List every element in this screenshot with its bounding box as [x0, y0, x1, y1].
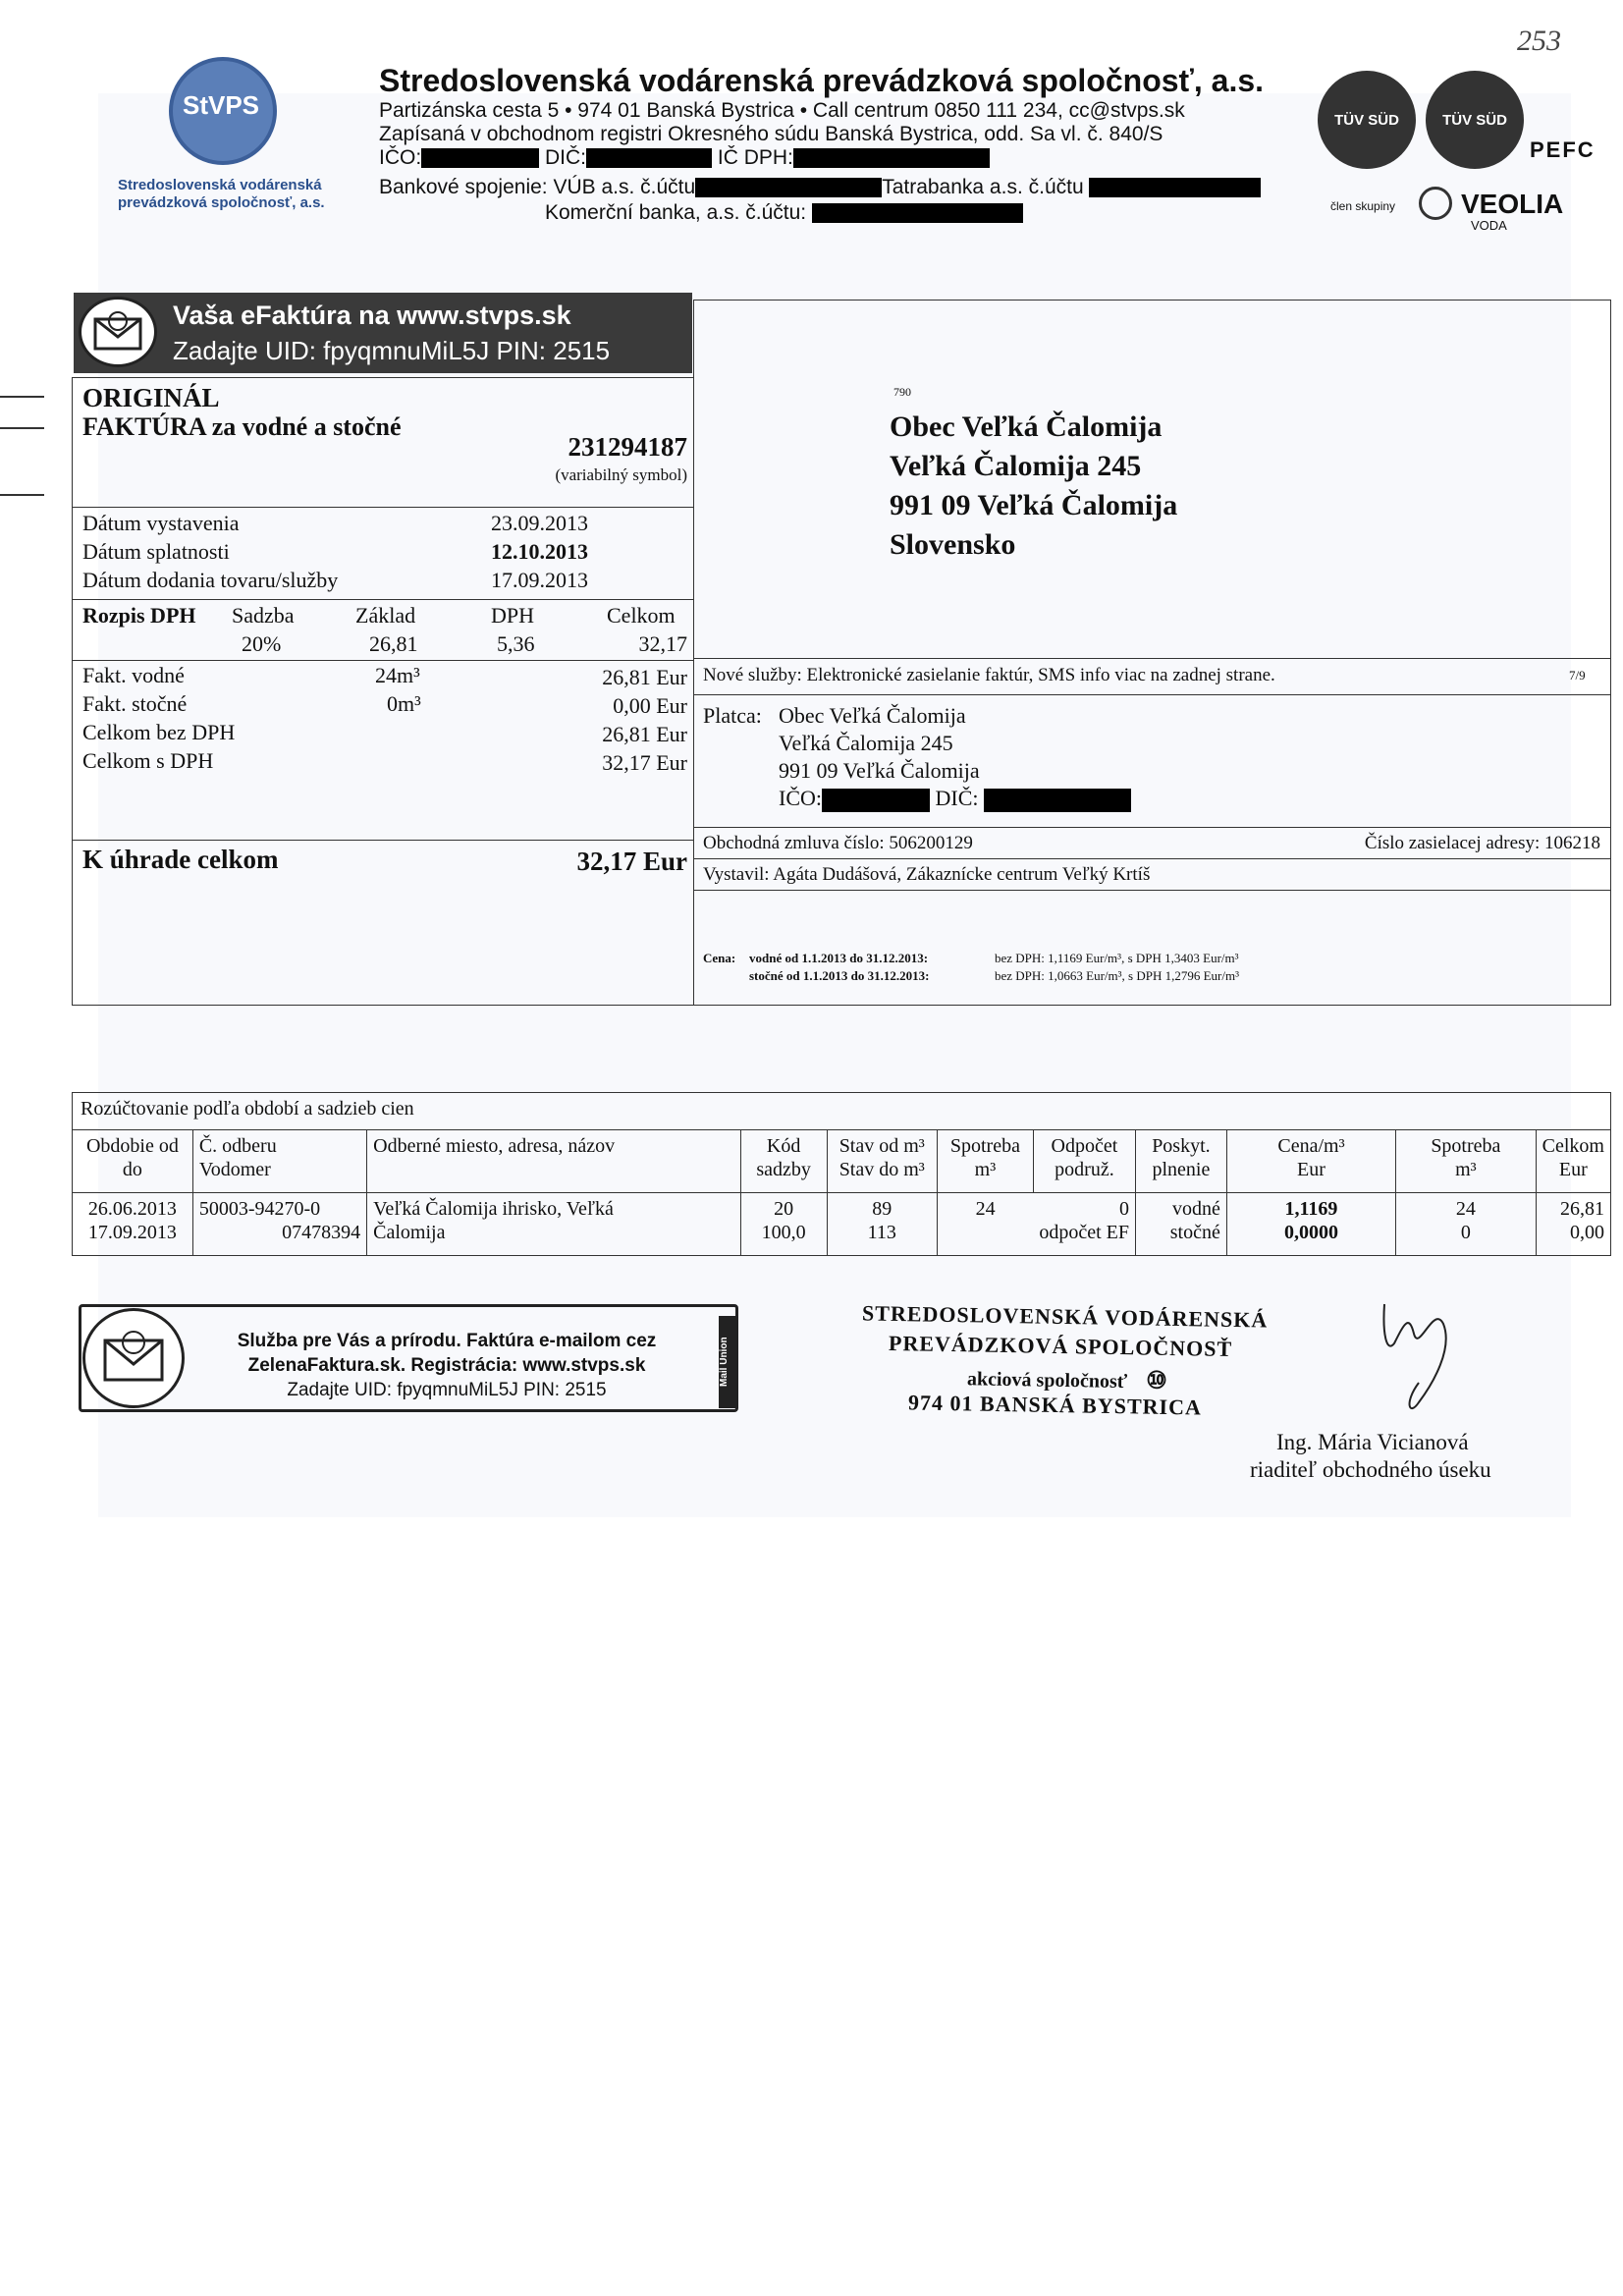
line-gross-amount: 32,17 Eur [602, 750, 687, 775]
stamp-line3-text: akciová spoločnosť [966, 1368, 1128, 1394]
hdr-usage: Spotreba m³ [937, 1130, 1033, 1193]
row-state-from: 89 [872, 1198, 893, 1220]
handwritten-page-number: 253 [1517, 25, 1561, 57]
row-meter [192, 1193, 366, 1256]
stamp-line1: STREDOSLOVENSKÁ VODÁRENSKÁ [861, 1300, 1269, 1333]
billing-section [72, 1092, 1611, 1129]
redacted-icdph [793, 148, 990, 168]
address-number: Číslo zasielacej adresy: 106218 [1364, 833, 1600, 853]
row-service [1136, 1193, 1227, 1256]
recipient-country: Slovensko [890, 528, 1016, 561]
recipient-code: 790 [893, 385, 911, 399]
row-deduct [1033, 1193, 1135, 1256]
divider-contract-top [693, 827, 1611, 828]
original-label: ORIGINÁL [82, 383, 220, 412]
fold-mark-1 [0, 396, 44, 398]
to-pay-label: K úhrade celkom [82, 845, 279, 874]
issued-by: Vystavil: Agáta Dudášová, Zákaznícke centrum Veľký Krtíš [703, 864, 1151, 885]
hdr-meter: Č. odberu Vodomer [192, 1130, 366, 1193]
billing-header-row [73, 1130, 1611, 1193]
row-usage2-1: 24 [1455, 1198, 1476, 1220]
row-code2: 100,0 [761, 1222, 806, 1243]
green-line2: ZelenaFaktura.sk. Registrácia: www.stvps.sk [247, 1355, 646, 1376]
date-due-value: 12.10.2013 [491, 539, 588, 564]
price-sewer-values: bez DPH: 1,0663 Eur/m³, s DPH 1,2796 Eur/m³ [995, 968, 1240, 983]
stvps-logo [169, 57, 277, 165]
date-delivery-label: Dátum dodania tovaru/služby [82, 568, 339, 592]
row-total [1536, 1193, 1610, 1256]
price-label: Cena: [703, 951, 736, 965]
dic-label: DIČ: [545, 146, 587, 169]
line-water-qty: 24m³ [375, 663, 420, 687]
mail-union-tag [719, 1316, 736, 1408]
group-label: člen skupiny [1330, 199, 1396, 213]
payer-dic-label: DIČ: [935, 786, 979, 810]
hdr-deduct: Odpočet podruž. [1033, 1130, 1135, 1193]
redacted-payer-ico [822, 789, 930, 812]
vat-vat-value: 5,36 [497, 631, 535, 656]
row-service2: stočné [1169, 1222, 1220, 1243]
divider-total-top [72, 840, 694, 841]
company-address: Partizánska cesta 5 • 974 01 Banská Bystrica • Call centrum 0850 111 234, cc@stvps.sk [379, 99, 1185, 122]
row-code [740, 1193, 827, 1256]
tuv-cert-badge-2 [1426, 71, 1524, 169]
stamp-line4: 974 01 BANSKÁ BYSTRICA [907, 1390, 1203, 1420]
bank-vub: Bankové spojenie: VÚB a.s. č.účtu [379, 176, 696, 198]
redacted-payer-dic [984, 789, 1131, 812]
row-price2: 0,0000 [1283, 1222, 1338, 1243]
ico-label: IČO: [379, 146, 422, 169]
bank-tatra: Tatrabanka a.s. č.účtu [882, 176, 1084, 198]
hdr-place: Odberné miesto, adresa, názov [367, 1130, 741, 1193]
stamp-line2: PREVÁDZKOVÁ SPOLOČNOSŤ [888, 1330, 1233, 1362]
row-price1: 1,1169 [1284, 1198, 1338, 1220]
divider-issuer-bottom [693, 890, 1611, 891]
efaktura-line1: Vaša eFaktúra na www.stvps.sk [173, 301, 571, 330]
tuv-cert-label-2: TÜV SÜD [1442, 111, 1507, 129]
icdph-label: IČ DPH: [717, 146, 793, 169]
hdr-code: Kód sadzby [740, 1130, 827, 1193]
bank-line-1 [379, 175, 1261, 200]
veolia-logo: VEOLIA [1461, 189, 1564, 219]
green-envelope-icon [82, 1308, 185, 1408]
line-sewer-label: Fakt. stočné [82, 691, 188, 716]
hdr-state: Stav od m³ Stav do m³ [827, 1130, 937, 1193]
row-deduct-value: 0 [1119, 1198, 1130, 1220]
row-price [1226, 1193, 1395, 1256]
tuv-cert-badge-1 [1318, 71, 1416, 169]
row-total1: 26,81 [1560, 1198, 1604, 1220]
row-state [827, 1193, 937, 1256]
payer-ids [779, 786, 1131, 812]
pefc-logo: PEFC [1530, 137, 1596, 162]
redacted-vub-account [695, 178, 882, 197]
fold-mark-2 [0, 427, 44, 429]
logo-caption-1: Stredoslovenská vodárenská [118, 177, 322, 193]
logo-caption-2: prevádzková spoločnosť, a.s. [118, 194, 325, 211]
vat-total-value: 32,17 [638, 631, 687, 656]
vat-rate-header: Sadzba [232, 603, 295, 628]
row-service1: vodné [1171, 1198, 1220, 1220]
billing-data-row [73, 1193, 1611, 1256]
divider-lines-top [72, 660, 694, 661]
mail-union-label: Mail Union [719, 1337, 730, 1388]
redacted-ico [421, 148, 539, 168]
vat-base-value: 26,81 [369, 631, 418, 656]
fold-mark-3 [0, 494, 44, 496]
payer-street: Veľká Čalomija 245 [779, 731, 953, 755]
row-usage2-2: 0 [1460, 1222, 1471, 1243]
line-gross-label: Celkom s DPH [82, 748, 214, 773]
green-line3: Zadajte UID: fpyqmnuMiL5J PIN: 2515 [287, 1380, 607, 1400]
vat-rate-value: 20% [242, 631, 282, 656]
line-water-amount: 26,81 Eur [602, 665, 687, 689]
bank-line-2 [545, 200, 1023, 226]
line-sewer-qty: 0m³ [387, 691, 421, 716]
recipient-box [693, 300, 1611, 1006]
row-deduct-note: odpočet EF [1039, 1222, 1130, 1243]
price-sewer-period: stočné od 1.1.2013 do 31.12.2013: [749, 968, 930, 983]
green-line1: Služba pre Vás a prírodu. Faktúra e-mailom cez [237, 1331, 657, 1351]
divider-vat-top [72, 599, 694, 600]
hdr-service: Poskyt. plnenie [1136, 1130, 1227, 1193]
signature [1365, 1294, 1473, 1422]
vat-total-header: Celkom [607, 603, 676, 628]
redacted-tatra-account [1089, 178, 1261, 197]
signatory-name: Ing. Mária Vicianová [1276, 1430, 1469, 1454]
row-period [73, 1193, 193, 1256]
redacted-kb-account [812, 203, 1023, 223]
payer-ico-label: IČO: [779, 786, 822, 810]
hdr-total: Celkom Eur [1536, 1130, 1610, 1193]
veolia-sub: VODA [1471, 218, 1507, 233]
payer-city: 991 09 Veľká Čalomija [779, 758, 980, 783]
invoice-title: FAKTÚRA za vodné a stočné [82, 412, 402, 441]
date-delivery-value: 17.09.2013 [491, 568, 588, 592]
redacted-dic [586, 148, 712, 168]
row-code1: 20 [774, 1198, 794, 1220]
payer-label: Platca: [703, 703, 762, 728]
tuv-cert-label-1: TÜV SÜD [1334, 111, 1399, 129]
payer-name: Obec Veľká Čalomija [779, 703, 966, 728]
vat-base-header: Základ [355, 603, 416, 628]
line-sewer-amount: 0,00 Eur [613, 693, 687, 718]
divider-dates-top [72, 507, 694, 508]
row-period-to: 17.09.2013 [87, 1222, 177, 1243]
divider-issuer-top [693, 858, 1611, 859]
row-state-to: 113 [867, 1222, 896, 1243]
company-registry: Zapísaná v obchodnom registri Okresného súdu Banská Bystrica, odd. Sa vl. č. 840/S [379, 123, 1163, 145]
recipient-name: Obec Veľká Čalomija [890, 410, 1163, 443]
hdr-period: Obdobie od do [73, 1130, 193, 1193]
company-ids [379, 145, 990, 171]
row-usage: 24 [937, 1193, 1033, 1256]
signatory-role: riaditeľ obchodného úseku [1250, 1457, 1491, 1482]
row-period-from: 26.06.2013 [87, 1198, 177, 1220]
veolia-icon [1419, 187, 1452, 220]
row-total2: 0,00 [1570, 1222, 1604, 1243]
row-usage2 [1396, 1193, 1537, 1256]
page-number: 7/9 [1569, 668, 1586, 683]
email-envelope-icon [79, 297, 157, 367]
variable-symbol-label: (variabilný symbol) [555, 465, 687, 484]
vat-vat-header: DPH [491, 603, 535, 628]
to-pay-value: 32,17 Eur [576, 847, 687, 876]
vat-title: Rozpis DPH [82, 603, 196, 628]
row-place: Veľká Čalomija ihrisko, Veľká Čalomija [367, 1193, 741, 1256]
billing-title: Rozúčtovanie podľa období a sadzieb cien [81, 1098, 414, 1120]
hdr-price: Cena/m³ Eur [1226, 1130, 1395, 1193]
services-note: Nové služby: Elektronické zasielanie faktúr, SMS info viac na zadnej strane. [703, 665, 1275, 685]
price-water-period: vodné od 1.1.2013 do 31.12.2013: [749, 951, 929, 965]
recipient-street: Veľká Čalomija 245 [890, 450, 1142, 482]
efaktura-line2: Zadajte UID: fpyqmnuMiL5J PIN: 2515 [173, 336, 611, 365]
divider-services-top [693, 658, 1611, 659]
hdr-usage2: Spotreba m³ [1396, 1130, 1537, 1193]
variable-symbol: 231294187 [568, 432, 687, 462]
row-meter-id: 07478394 [282, 1222, 361, 1243]
stamp-number-icon: ⑩ [1145, 1368, 1167, 1394]
line-net-amount: 26,81 Eur [602, 722, 687, 746]
row-meter-no: 50003-94270-0 [198, 1198, 321, 1220]
price-water-values: bez DPH: 1,1169 Eur/m³, s DPH 1,3403 Eur/m³ [995, 951, 1239, 965]
line-water-label: Fakt. vodné [82, 663, 185, 687]
stvps-logo-text: StVPS [183, 90, 260, 120]
contract-number: Obchodná zmluva číslo: 506200129 [703, 833, 973, 853]
stamp-line3 [967, 1363, 1167, 1395]
date-due-label: Dátum splatnosti [82, 539, 230, 564]
divider-payer-top [693, 694, 1611, 695]
date-issued-value: 23.09.2013 [491, 511, 588, 535]
billing-table [72, 1129, 1611, 1256]
bank-kb: Komerční banka, a.s. č.účtu: [545, 201, 807, 224]
recipient-city: 991 09 Veľká Čalomija [890, 489, 1178, 521]
date-issued-label: Dátum vystavenia [82, 511, 240, 535]
line-net-label: Celkom bez DPH [82, 720, 236, 744]
company-name: Stredoslovenská vodárenská prevádzková spoločnosť, a.s. [379, 63, 1265, 98]
